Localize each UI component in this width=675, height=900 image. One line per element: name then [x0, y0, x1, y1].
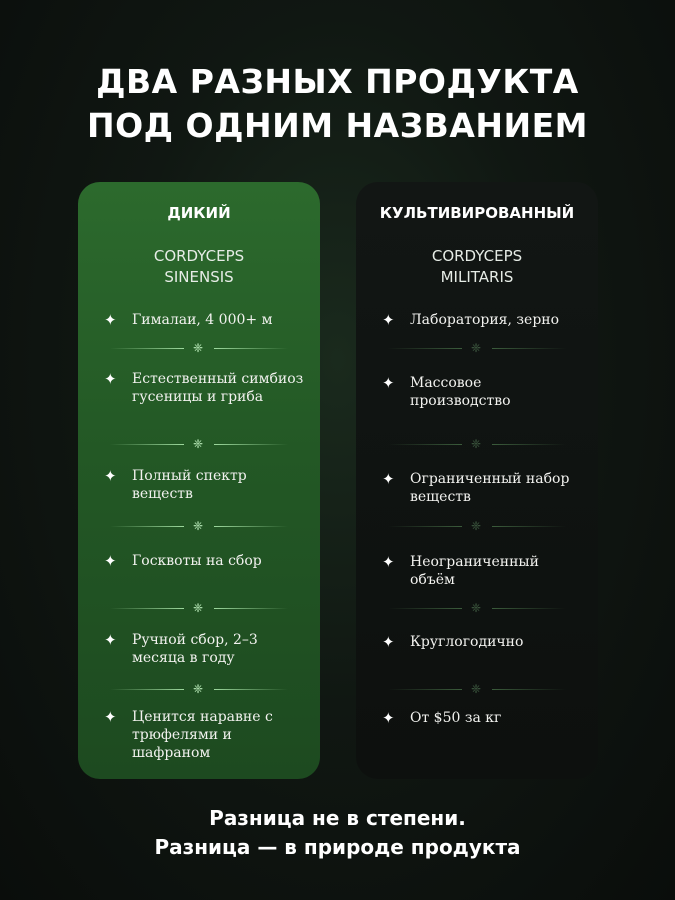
cultivated-card-heading: КУЛЬТИВИРОВАННЫЙ — [379, 204, 575, 222]
footer-tagline — [0, 804, 675, 862]
item-divider — [110, 682, 288, 696]
wild-card — [78, 182, 320, 779]
wild-item-text: Госквоты на сбор — [132, 553, 262, 569]
sparkle-icon: ✦ — [382, 311, 395, 329]
item-divider — [388, 682, 566, 696]
wild-card-species — [78, 246, 320, 288]
wild-item-text: Полный спектр веществ — [132, 468, 247, 502]
wild-item-text: Гималаи, 4 000+ м — [132, 312, 273, 328]
cultivated-item — [382, 311, 582, 329]
sparkle-icon: ✦ — [104, 708, 117, 726]
snowflake-divider-icon: ❈ — [471, 341, 482, 355]
cultivated-species-line-2: MILITARIS — [440, 268, 514, 286]
sparkle-icon: ✦ — [382, 709, 395, 727]
wild-item — [104, 631, 304, 667]
snowflake-divider-icon: ❈ — [193, 682, 204, 696]
page-title — [0, 60, 675, 148]
item-divider — [110, 341, 288, 355]
footer-line-1: Разница не в степени. — [209, 806, 466, 830]
snowflake-divider-icon: ❈ — [471, 519, 482, 533]
sparkle-icon: ✦ — [382, 470, 395, 488]
snowflake-divider-icon: ❈ — [471, 682, 482, 696]
wild-item-text: Естественный симбиоз гусеницы и гриба — [132, 371, 304, 405]
snowflake-divider-icon: ❈ — [193, 601, 204, 615]
cultivated-item-text: Круглогодично — [410, 634, 524, 650]
cultivated-item-text: Массовое производство — [410, 375, 511, 409]
cultivated-item — [382, 553, 582, 589]
sparkle-icon: ✦ — [104, 370, 117, 388]
snowflake-divider-icon: ❈ — [193, 519, 204, 533]
cultivated-card — [356, 182, 598, 779]
item-divider — [110, 437, 288, 451]
wild-item — [104, 311, 304, 329]
cultivated-item-text: Ограниченный набор веществ — [410, 471, 570, 505]
item-divider — [388, 519, 566, 533]
wild-item — [104, 370, 304, 406]
cultivated-item-text: Лаборатория, зерно — [410, 312, 560, 328]
item-divider — [388, 341, 566, 355]
wild-item — [104, 467, 304, 503]
cultivated-item-text: Неограниченный объём — [410, 554, 539, 588]
cultivated-species-line-1: CORDYCEPS — [431, 247, 523, 265]
cultivated-item — [382, 470, 582, 506]
wild-item — [104, 552, 304, 570]
wild-species-line-2: SINENSIS — [164, 268, 234, 286]
sparkle-icon: ✦ — [382, 553, 395, 571]
sparkle-icon: ✦ — [104, 311, 117, 329]
wild-item-text: Ручной сбор, 2–3 месяца в году — [132, 632, 258, 666]
snowflake-divider-icon: ❈ — [193, 437, 204, 451]
snowflake-divider-icon: ❈ — [193, 341, 204, 355]
sparkle-icon: ✦ — [382, 374, 395, 392]
cultivated-item — [382, 374, 582, 410]
cultivated-item — [382, 633, 582, 651]
item-divider — [110, 601, 288, 615]
sparkle-icon: ✦ — [382, 633, 395, 651]
wild-species-line-1: CORDYCEPS — [153, 247, 245, 265]
wild-item-text: Ценится наравне с трюфелями и шафраном — [132, 709, 273, 761]
item-divider — [388, 437, 566, 451]
sparkle-icon: ✦ — [104, 631, 117, 649]
sparkle-icon: ✦ — [104, 552, 117, 570]
item-divider — [388, 601, 566, 615]
snowflake-divider-icon: ❈ — [471, 601, 482, 615]
snowflake-divider-icon: ❈ — [471, 437, 482, 451]
cultivated-item-text: От $50 за кг — [410, 710, 502, 726]
page-title-line-1: ДВА РАЗНЫХ ПРОДУКТА — [96, 62, 579, 101]
footer-line-2: Разница — в природе продукта — [154, 835, 521, 859]
cultivated-card-species — [356, 246, 598, 288]
sparkle-icon: ✦ — [104, 467, 117, 485]
item-divider — [110, 519, 288, 533]
wild-card-heading: ДИКИЙ — [167, 204, 231, 222]
wild-item — [104, 708, 304, 762]
cultivated-item — [382, 709, 582, 727]
page-title-line-2: ПОД ОДНИМ НАЗВАНИЕМ — [87, 106, 588, 145]
